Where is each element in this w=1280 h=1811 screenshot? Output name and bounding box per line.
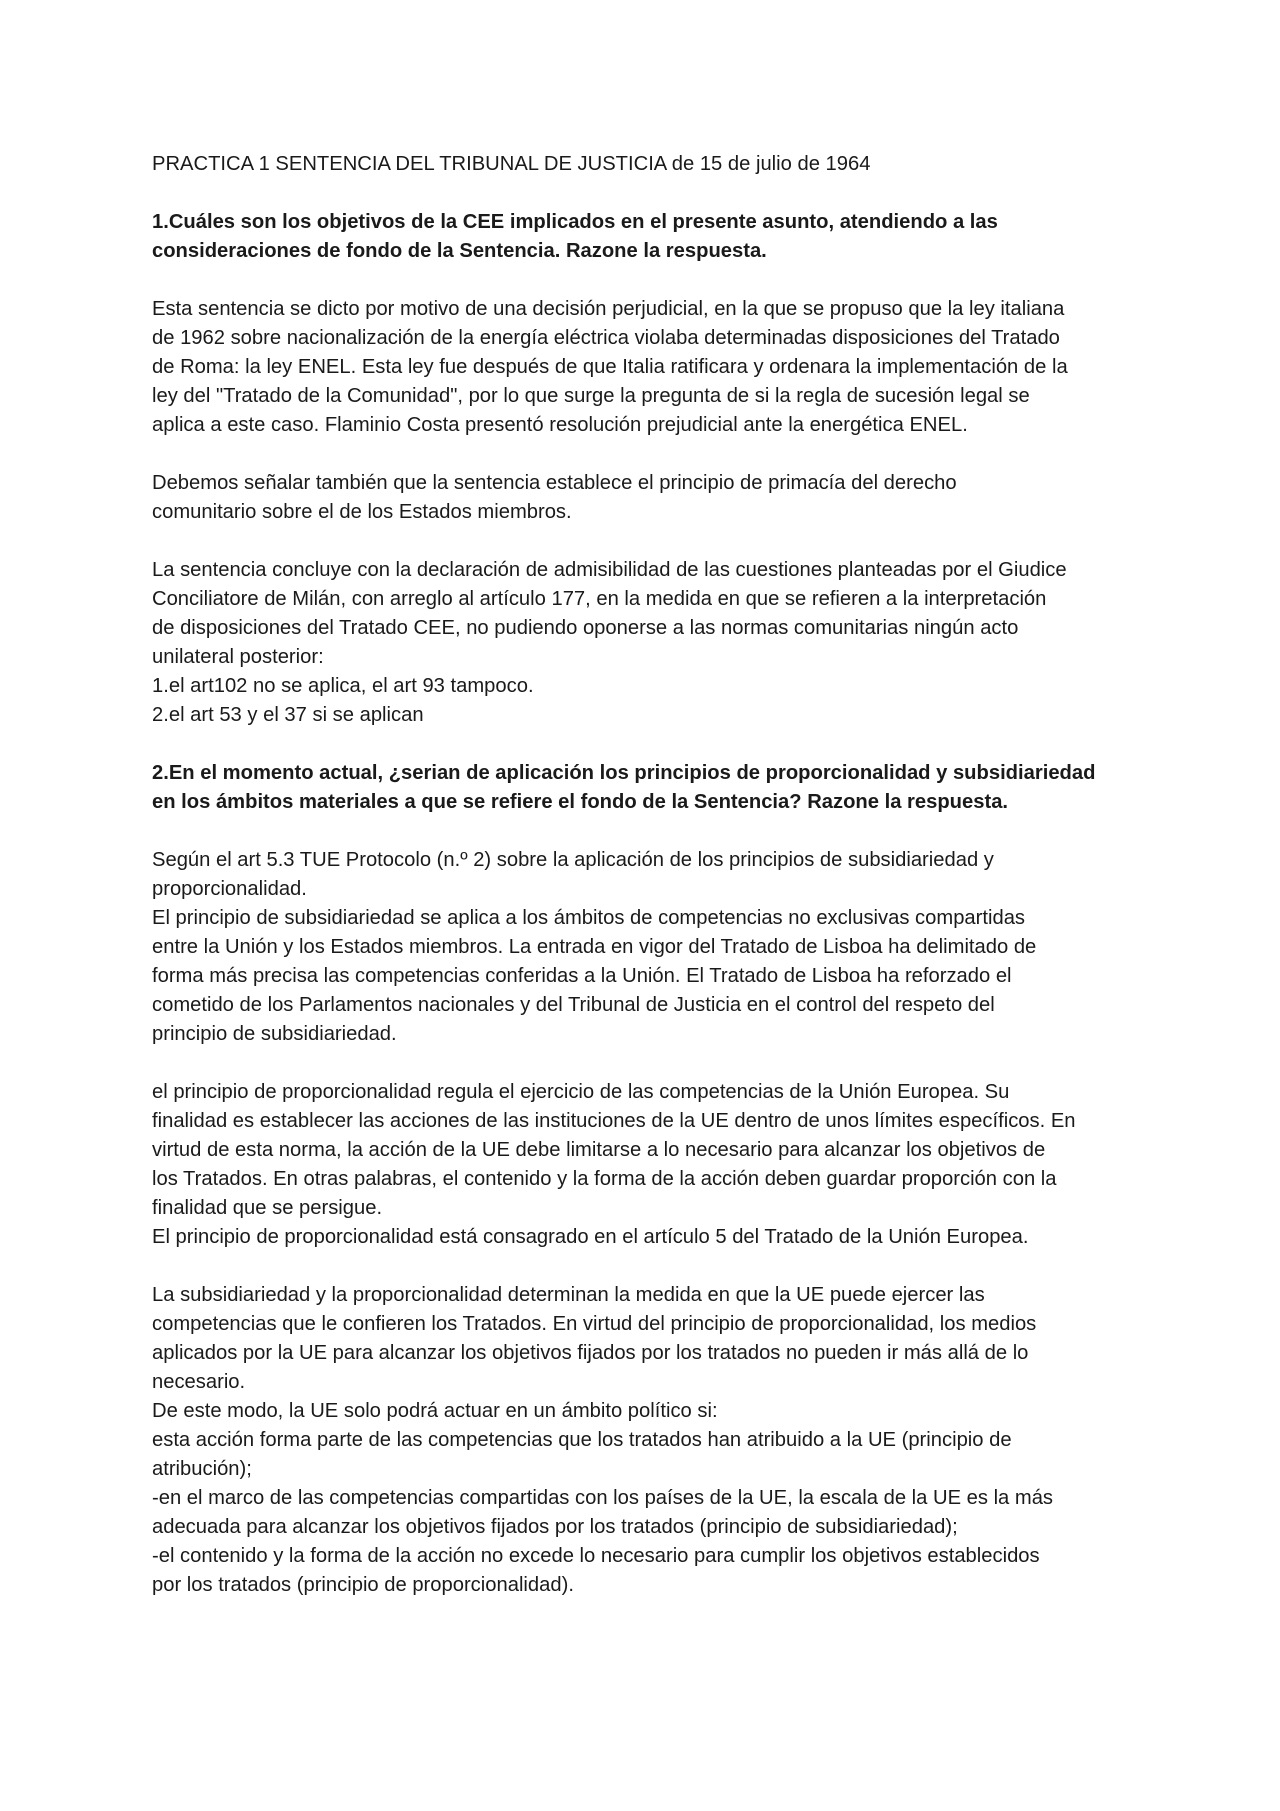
- list-item: -en el marco de las competencias compartidas con los países de la UE, la escala de la UE es la más: [152, 1487, 1054, 1509]
- answer-2-paragraph-1: [152, 846, 1142, 1049]
- text-line: atribución);: [152, 1458, 252, 1480]
- question-1-line: 1.Cuáles son los objetivos de la CEE implicados en el presente asunto, atendiendo a las: [152, 211, 998, 233]
- spacer: [152, 730, 1142, 759]
- question-2-line: 2.En el momento actual, ¿serian de aplicación los principios de proporcionalidad y subsidiariedad: [152, 762, 1096, 784]
- text-line: aplicados por la UE para alcanzar los objetivos fijados por los tratados no pueden ir más allá de lo: [152, 1342, 1029, 1364]
- question-2: [152, 759, 1142, 817]
- text-line: La subsidiariedad y la proporcionalidad determinan la medida en que la UE puede ejercer las: [152, 1284, 985, 1306]
- spacer: [152, 179, 1142, 208]
- text-line: los Tratados. En otras palabras, el contenido y la forma de la acción deben guardar proporción con la: [152, 1168, 1057, 1190]
- list-item: -el contenido y la forma de la acción no excede lo necesario para cumplir los objetivos establecidos: [152, 1545, 1040, 1567]
- text-line: necesario.: [152, 1371, 246, 1393]
- spacer: [152, 527, 1142, 556]
- question-1: [152, 208, 1142, 266]
- answer-1-paragraph-3: [152, 556, 1142, 730]
- spacer: [152, 440, 1142, 469]
- text-line: competencias que le confieren los Tratados. En virtud del principio de proporcionalidad, los medios: [152, 1313, 1037, 1335]
- list-item: 1.el art102 no se aplica, el art 93 tampoco.: [152, 675, 534, 697]
- text-line: por los tratados (principio de proporcionalidad).: [152, 1574, 574, 1596]
- text-line: finalidad es establecer las acciones de las instituciones de la UE dentro de unos límites específicos. En: [152, 1110, 1076, 1132]
- text-line: aplica a este caso. Flaminio Costa presentó resolución prejudicial ante la energética ENEL.: [152, 414, 968, 436]
- text-line: de disposiciones del Tratado CEE, no pudiendo oponerse a las normas comunitarias ningún acto: [152, 617, 1019, 639]
- question-2-line: en los ámbitos materiales a que se refiere el fondo de la Sentencia? Razone la respuesta.: [152, 791, 1009, 813]
- text-line: Esta sentencia se dicto por motivo de una decisión perjudicial, en la que se propuso que la ley italiana: [152, 298, 1065, 320]
- text-line: de 1962 sobre nacionalización de la energía eléctrica violaba determinadas disposiciones del Tratado: [152, 327, 1060, 349]
- text-line: El principio de proporcionalidad está consagrado en el artículo 5 del Tratado de la Unión Europea.: [152, 1226, 1029, 1248]
- answer-2-paragraph-3: [152, 1281, 1142, 1600]
- text-line: ley del "Tratado de la Comunidad", por lo que surge la pregunta de si la regla de sucesión legal se: [152, 385, 1030, 407]
- text-line: unilateral posterior:: [152, 646, 324, 668]
- text-line: proporcionalidad.: [152, 878, 307, 900]
- document-page: [152, 150, 1142, 1600]
- text-line: adecuada para alcanzar los objetivos fijados por los tratados (principio de subsidiariedad);: [152, 1516, 958, 1538]
- text-line: comunitario sobre el de los Estados miembros.: [152, 501, 572, 523]
- answer-1-paragraph-1: [152, 295, 1142, 440]
- spacer: [152, 1252, 1142, 1281]
- list-item: 2.el art 53 y el 37 si se aplican: [152, 704, 424, 726]
- text-line: Conciliatore de Milán, con arreglo al artículo 177, en la medida en que se refieren a la interpretación: [152, 588, 1047, 610]
- text-line: El principio de subsidiariedad se aplica a los ámbitos de competencias no exclusivas compartidas: [152, 907, 1026, 929]
- question-1-line: consideraciones de fondo de la Sentencia. Razone la respuesta.: [152, 240, 767, 262]
- spacer: [152, 266, 1142, 295]
- text-line: esta acción forma parte de las competencias que los tratados han atribuido a la UE (principio de: [152, 1429, 1012, 1451]
- answer-2-paragraph-2: [152, 1078, 1142, 1252]
- text-line: de Roma: la ley ENEL. Esta ley fue después de que Italia ratificara y ordenara la implementación de la: [152, 356, 1068, 378]
- spacer: [152, 817, 1142, 846]
- text-line: finalidad que se persigue.: [152, 1197, 383, 1219]
- spacer: [152, 1049, 1142, 1078]
- text-line: Debemos señalar también que la sentencia establece el principio de primacía del derecho: [152, 472, 957, 494]
- text-line: virtud de esta norma, la acción de la UE debe limitarse a lo necesario para alcanzar los objetivos de: [152, 1139, 1046, 1161]
- document-title: PRACTICA 1 SENTENCIA DEL TRIBUNAL DE JUSTICIA de 15 de julio de 1964: [152, 153, 871, 175]
- answer-1-paragraph-2: [152, 469, 1142, 527]
- text-line: forma más precisa las competencias conferidas a la Unión. El Tratado de Lisboa ha reforzado el: [152, 965, 1012, 987]
- text-line: entre la Unión y los Estados miembros. La entrada en vigor del Tratado de Lisboa ha delimitado de: [152, 936, 1037, 958]
- text-line: Según el art 5.3 TUE Protocolo (n.º 2) sobre la aplicación de los principios de subsidiariedad y: [152, 849, 994, 871]
- text-line: el principio de proporcionalidad regula el ejercicio de las competencias de la Unión Europea. Su: [152, 1081, 1010, 1103]
- text-line: cometido de los Parlamentos nacionales y del Tribunal de Justicia en el control del respeto del: [152, 994, 995, 1016]
- text-line: La sentencia concluye con la declaración de admisibilidad de las cuestiones planteadas por el Giudice: [152, 559, 1067, 581]
- text-line: principio de subsidiariedad.: [152, 1023, 397, 1045]
- text-line: De este modo, la UE solo podrá actuar en un ámbito político si:: [152, 1400, 718, 1422]
